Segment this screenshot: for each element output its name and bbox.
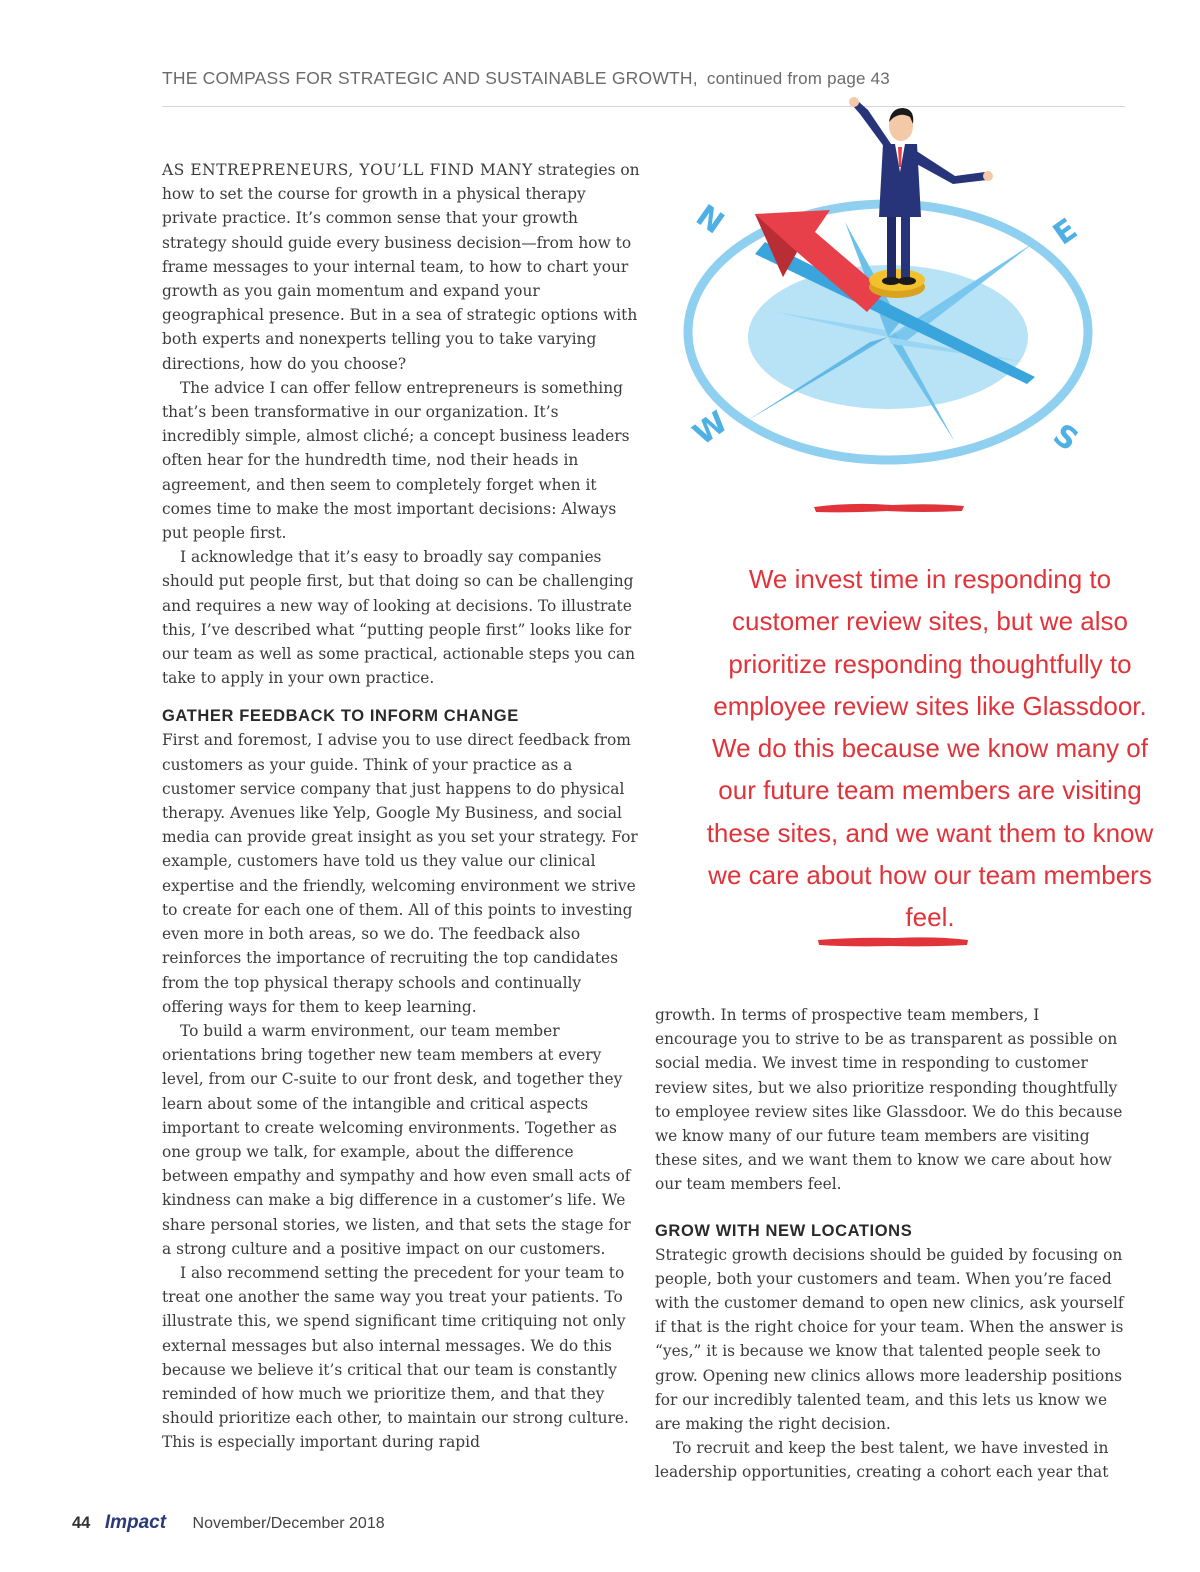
paragraph: The advice I can offer fellow entrepreneurs is something that’s been transformative in our organization. It’s incredibly simple, almost cliché; a concept business leaders often hear for the hundredth time, nod their heads in agreement, and then seem to completely forget when it comes time to make the most important decisions: Always put people first.	[162, 378, 630, 543]
paragraph: Strategic growth decisions should be guided by focusing on people, both your customers and team. When you’re faced with the customer demand to open new clinics, ask yourself if that is the right choice for your team. When the answer is “yes,” it is because we know that talented people seek to grow. Opening new clinics allows more leadership positions for our incredibly talented team, and this lets us know we are making the right decision.	[655, 1245, 1124, 1434]
lead-in: AS ENTREPRENEURS, YOU’LL FIND MANY	[162, 161, 533, 179]
compass-letter-w: W	[687, 404, 735, 453]
intro-text: strategies on how to set the course for growth in a physical therapy private practice. It’s common sense that your growth strategy should guide every business decision—from how to frame messages to your internal team, to how to chart your growth as you gain momentum and expand your geographical presence. But in a sea of strategic options with both experts and nonexperts telling you to take varying directions, how do you choose?	[162, 161, 640, 373]
compass-letter-s: S	[1046, 417, 1085, 459]
paragraph-intro	[162, 158, 640, 376]
businessman-figure	[849, 97, 993, 285]
compass-illustration	[655, 92, 1125, 492]
magazine-name: Impact	[104, 1512, 167, 1533]
page-footer	[72, 1512, 385, 1540]
running-head-continued: continued from page 43	[706, 69, 890, 88]
paragraph: First and foremost, I advise you to use direct feedback from customers as your guide. Think of your practice as a customer service company that just happens to do physical therapy. Avenues like Yelp, Google My Business, and social media can provide great insight as you set your strategy. For example, customers have told us they value our clinical expertise and the friendly, welcoming environment we strive to create for each one of them. All of this points to investing even more in both areas, so we do. The feedback also reinforces the importance of recruiting the top candidates from the top physical therapy schools and continually offering ways for them to keep learning.	[162, 731, 638, 1016]
pull-quote-top-mark	[812, 500, 967, 514]
pull-quote: We invest time in responding to customer review sites, but we also prioritize responding thoughtfully to employee review sites like Glassdoor. We do this because we know many of our future team members are visiting these sites, and we want them to know we care about how our team members feel.	[706, 564, 1154, 933]
running-head-title: THE COMPASS FOR STRATEGIC AND SUSTAINABLE GROWTH,	[162, 68, 698, 88]
paragraph: To build a warm environment, our team member orientations bring together new team members at every level, from our C-suite to our front desk, and together they learn about some of the intangible and critical aspects important to create welcoming environments. Together as one group we talk, for example, about the difference between empathy and sympathy and how even small acts of kindness can make a big difference in a customer’s life. We share personal stories, we listen, and that sets the stage for a strong culture and a positive impact on our customers.	[162, 1021, 631, 1258]
paragraph: I acknowledge that it’s easy to broadly say companies should put people first, but that doing so can be challenging and requires a new way of looking at decisions. To illustrate this, I’ve described what “putting people first” looks like for our team as well as some practical, actionable steps you can take to apply in your own practice.	[162, 548, 636, 688]
left-column	[162, 158, 640, 1455]
compass-letter-n: N	[689, 198, 730, 242]
issue-date: November/December 2018	[192, 1515, 385, 1532]
paragraph: To recruit and keep the best talent, we have invested in leadership opportunities, creating a cohort each year that	[655, 1439, 1109, 1482]
paragraph: growth. In terms of prospective team members, I encourage you to strive to be as transparent as possible on social media. We invest time in responding to customer review sites, but we also prioritize responding thoughtfully to employee review sites like Glassdoor. We do this because we know many of our future team members are visiting these sites, and we want them to know we care about how our team members feel.	[655, 1006, 1123, 1194]
section-heading-locations: GROW WITH NEW LOCATIONS	[655, 1221, 913, 1240]
pull-quote-bottom-mark	[816, 934, 971, 948]
right-column	[655, 1003, 1125, 1485]
compass-graphic	[655, 92, 1125, 492]
page-number: 44	[72, 1514, 91, 1532]
compass-letter-e: E	[1047, 212, 1084, 253]
paragraph: I also recommend setting the precedent for your team to treat one another the same way you treat your patients. To illustrate this, we spend significant time critiquing not only external messages but also internal messages. We do this because we believe it’s critical that our team is constantly reminded of how much we prioritize them, and that they should prioritize each other, to maintain our strong culture. This is especially important during rapid	[162, 1263, 629, 1452]
section-heading-feedback: GATHER FEEDBACK TO INFORM CHANGE	[162, 707, 519, 726]
